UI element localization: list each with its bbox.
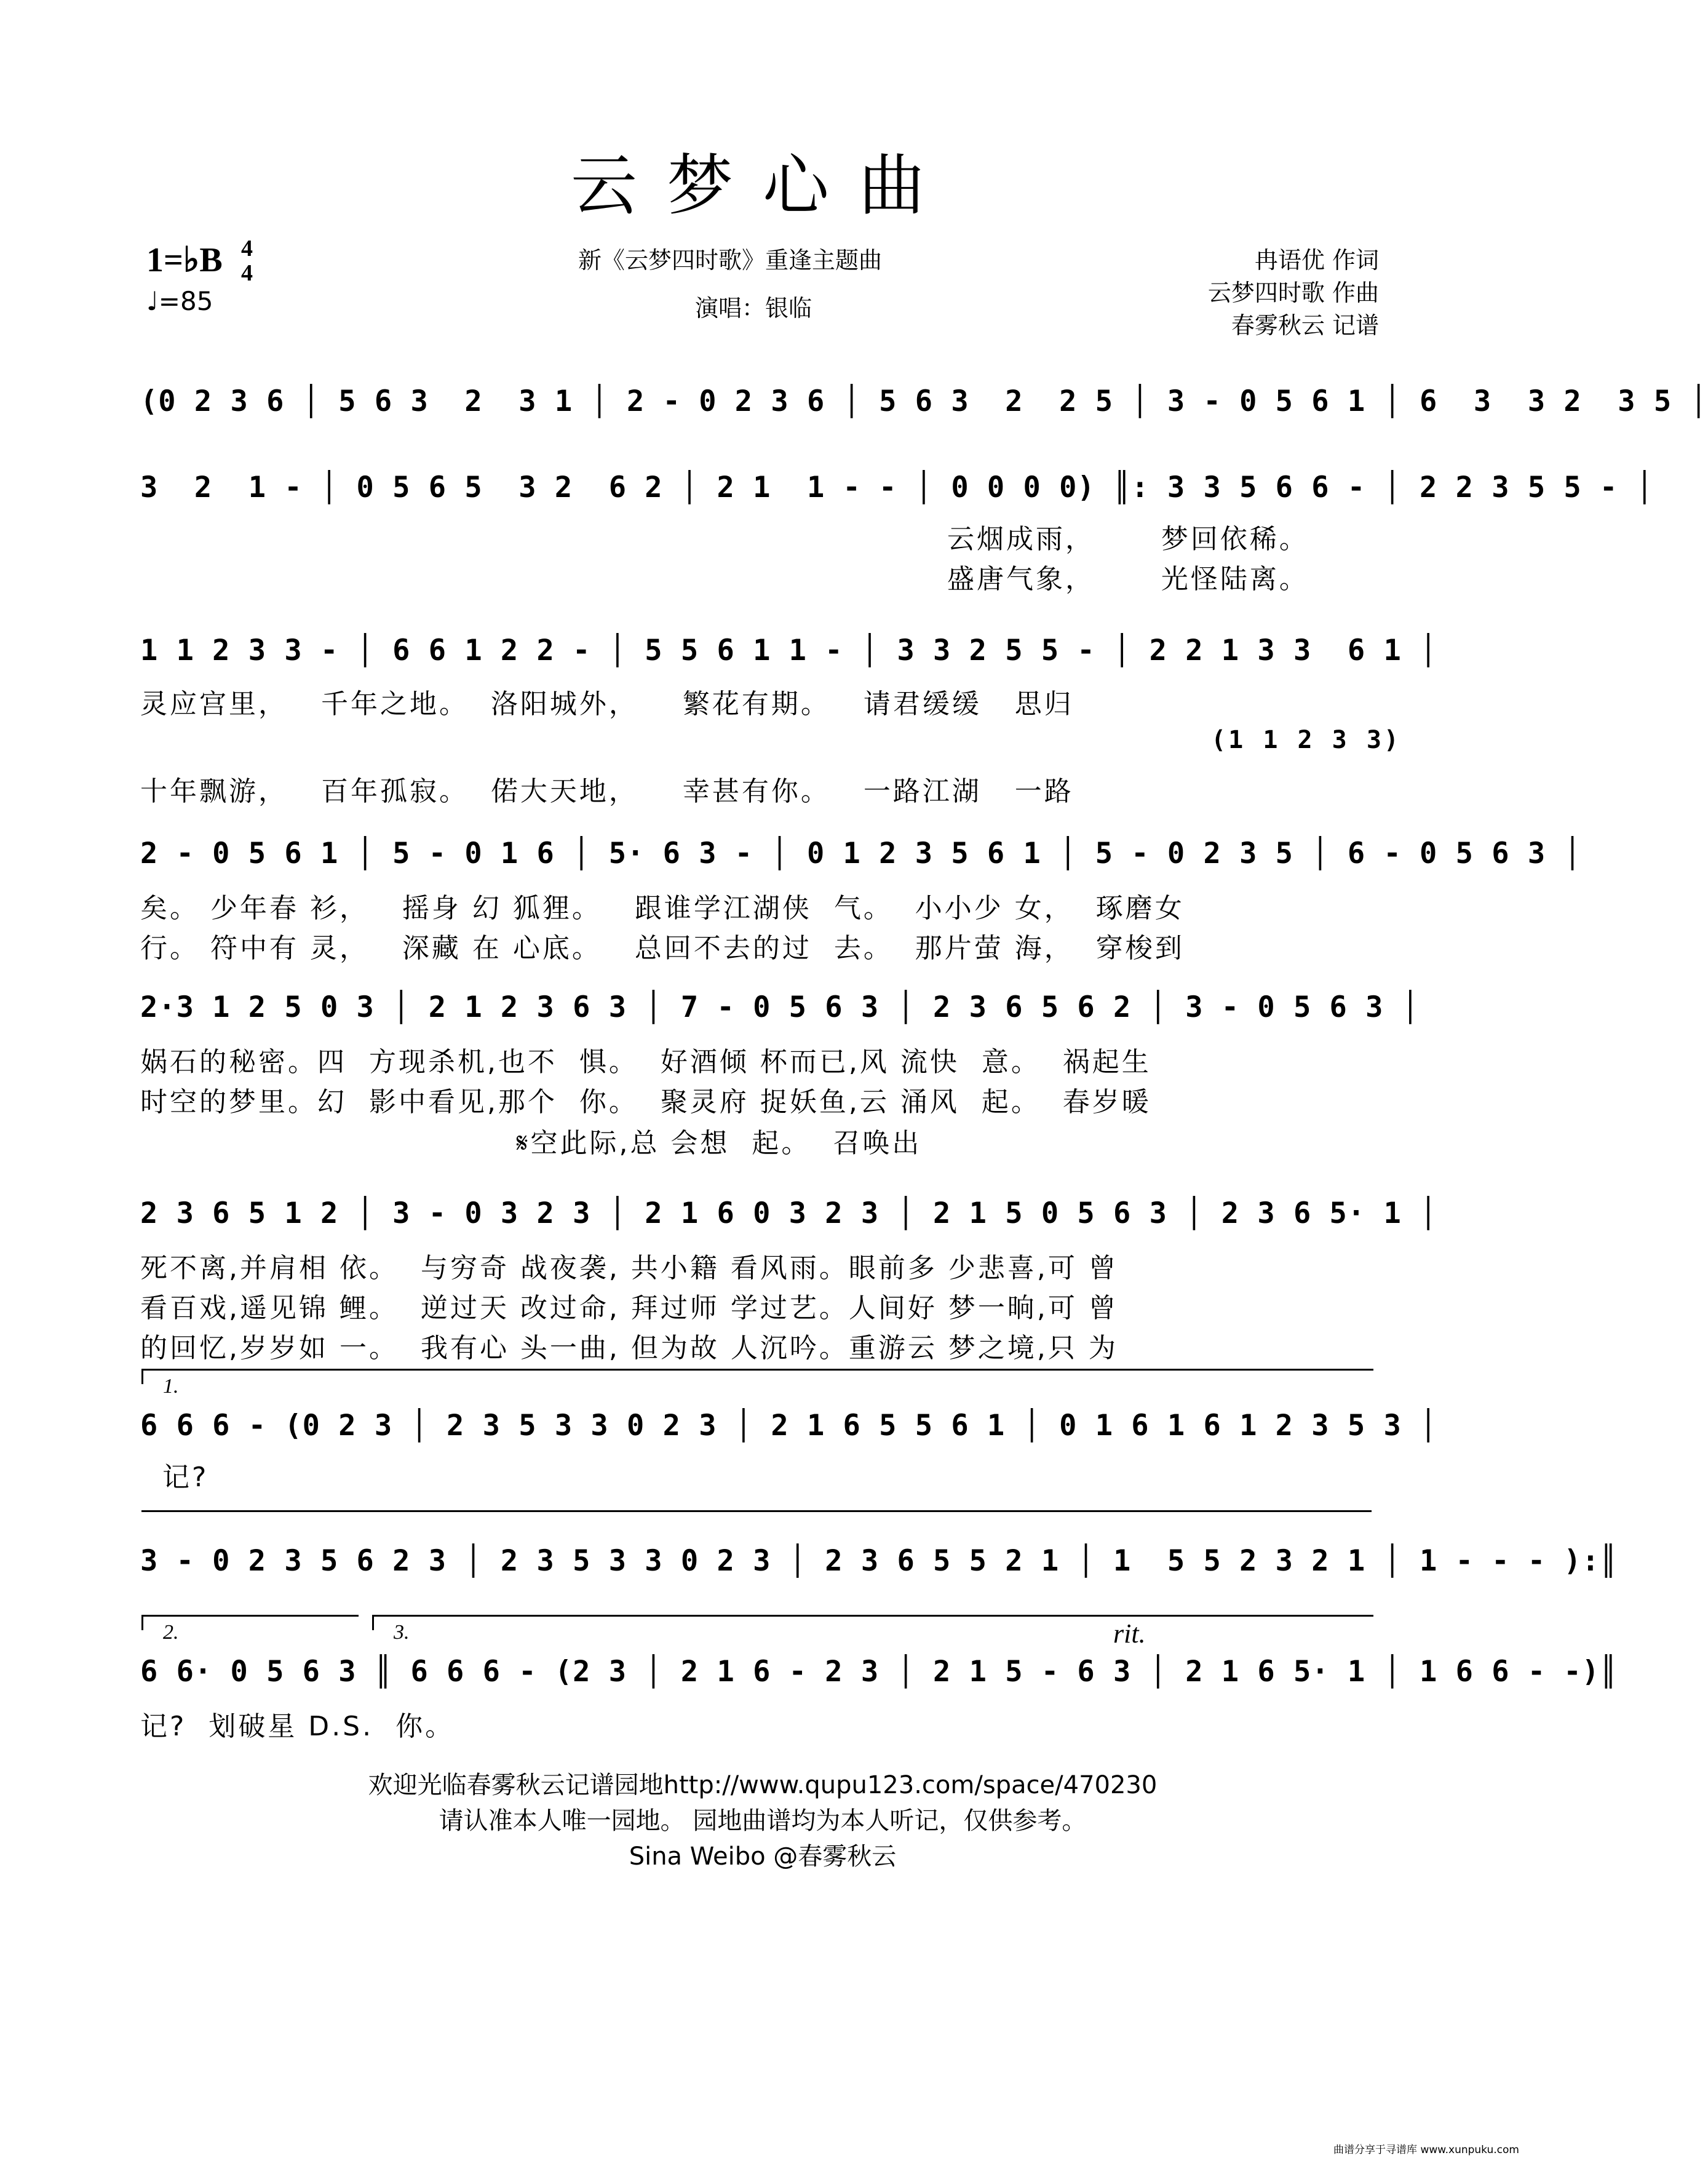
lyric-line-6b: 看百戏,遥见锦 鲤。 逆过天 改过命, 拜过师 学过艺。人间好 梦一晌,可 曾 [140, 1292, 1118, 1324]
lyric-line-4a: 矣。 少年春 衫， 摇身 幻 狐狸。 跟谁学江湖侠 气。 小小少 女， 琢磨女 [140, 893, 1185, 924]
song-title: 云梦心曲 [570, 148, 955, 225]
notation-line-2: 3 2 1 - │ 0 5 6 5 3 2 6 2 │ 2 1 1 - - │ 0 0 0 0) ║: 3 3 5 6 6 - │ 2 2 3 5 5 - │ [140, 471, 1654, 504]
notation-line-6: 2 3 6 5 1 2 │ 3 - 0 3 2 3 │ 2 1 6 0 3 2 3 │ 2 1 5 0 5 6 3 │ 2 3 6 5· 1 │ [140, 1196, 1438, 1230]
volta-bracket-1 [141, 1369, 1373, 1384]
volta-label-3: 3. [394, 1621, 410, 1644]
lyric-line-6c: 的回忆,岁岁如 一。 我有心 头一曲, 但为故 人沉吟。重游云 梦之境,只 为 [140, 1332, 1118, 1364]
meter-top: 4 [241, 236, 253, 261]
volta-label-1: 1. [163, 1375, 179, 1398]
notation-line-3: 1 1 2 3 3 - │ 6 6 1 2 2 - │ 5 5 6 1 1 - │ 3 3 2 5 5 - │ 2 2 1 3 3 6 1 │ [140, 634, 1438, 667]
subtitle: 新《云梦四时歌》重逢主题曲 [578, 247, 883, 274]
volta-continuation [141, 1510, 1372, 1526]
singer: 演唱：银临 [695, 295, 812, 322]
notation-line-1: (0 2 3 6 │ 5 6 3 2 3 1 │ 2 - 0 2 3 6 │ 5 6 3 2 2 5 │ 3 - 0 5 6 1 │ 6 3 3 2 3 5 │ [140, 384, 1708, 418]
footer-line-2: 请认准本人唯一园地。 园地曲谱均为本人听记，仅供参考。 [439, 1807, 1087, 1835]
lyric-line-4b: 行。 符中有 灵， 深藏 在 心底。 总回不去的过 去。 那片萤 海， 穿梭到 [140, 933, 1185, 964]
lyric-line-3b: 十年飘游， 百年孤寂。 偌大天地， 幸甚有你。 一路江湖 一路 [140, 776, 1074, 807]
volta-bracket-3 [372, 1615, 1373, 1630]
lyric-line-9: 记? 划破星 D.S. 你。 [140, 1711, 455, 1742]
footer-line-3: Sina Weibo @春雾秋云 [629, 1842, 897, 1871]
notation-line-9: 6 6· 0 5 6 3 ║ 6 6 6 - (2 3 │ 2 1 6 - 2 3 │ 2 1 5 - 6 3 │ 2 1 6 5· 1 │ 1 6 6 - -)║ [140, 1655, 1618, 1689]
notation-line-4: 2 - 0 5 6 1 │ 5 - 0 1 6 │ 5· 6 3 - │ 0 1 2 3 5 6 1 │ 5 - 0 2 3 5 │ 6 - 0 5 6 3 │ [140, 837, 1582, 870]
footer-line-1: 欢迎光临春雾秋云记谱园地http://www.qupu123.com/space/470230 [368, 1771, 1158, 1799]
lyric-line-3a: 灵应宫里， 千年之地。 洛阳城外， 繁花有期。 请君缓缓 思归 [140, 688, 1074, 720]
key-signature: 1=♭B [146, 241, 223, 279]
volta-label-2: 2. [163, 1621, 179, 1644]
lyric-line-5b: 时空的梦里。幻 影中看见,那个 你。 聚灵府 捉妖鱼,云 涌风 起。 春岁暖 [140, 1086, 1151, 1118]
lyric-line-3-alt-notes: (1 1 2 3 3) [140, 726, 1401, 754]
notation-line-8: 3 - 0 2 3 5 6 2 3 │ 2 3 5 3 3 0 2 3 │ 2 3 6 5 5 2 1 │ 1 5 5 2 3 2 1 │ 1 - - - ):║ [140, 1544, 1618, 1578]
watermark-stamp: 曲谱分享于寻谱库 www.xunpuku.com [1333, 2144, 1519, 2156]
meter-bottom: 4 [241, 260, 253, 286]
lyric-line-2b: 盛唐气象， 光怪陆离。 [947, 563, 1309, 595]
transcriber-credit: 春雾秋云 记谱 [1231, 312, 1379, 339]
lyricist-credit: 冉语优 作词 [1254, 247, 1379, 274]
composer-credit: 云梦四时歌 作曲 [1207, 279, 1379, 306]
lyric-line-7: 记? [140, 1462, 209, 1493]
lyric-line-2a: 云烟成雨， 梦回依稀。 [947, 524, 1309, 555]
notation-line-5: 2·3 1 2 5 0 3 │ 2 1 2 3 6 3 │ 7 - 0 5 6 3 │ 2 3 6 5 6 2 │ 3 - 0 5 6 3 │ [140, 990, 1420, 1024]
lyric-line-5c: 𝄋空此际,总 会想 起。 召唤出 [140, 1128, 922, 1159]
time-signature [241, 236, 253, 285]
ritardando-marking: rit. [1113, 1618, 1146, 1649]
tempo-marking: ♩=85 [146, 286, 213, 316]
lyric-line-5a: 娲石的秘密。四 方现杀机,也不 惧。 好酒倾 杯而已,风 流快 意。 祸起生 [140, 1046, 1151, 1078]
notation-line-7: 6 6 6 - (0 2 3 │ 2 3 5 3 3 0 2 3 │ 2 1 6 5 5 6 1 │ 0 1 6 1 6 1 2 3 5 3 │ [140, 1409, 1438, 1443]
lyric-line-6a: 死不离,并肩相 依。 与穷奇 战夜袭, 共小籍 看风雨。眼前多 少悲喜,可 曾 [140, 1252, 1118, 1284]
